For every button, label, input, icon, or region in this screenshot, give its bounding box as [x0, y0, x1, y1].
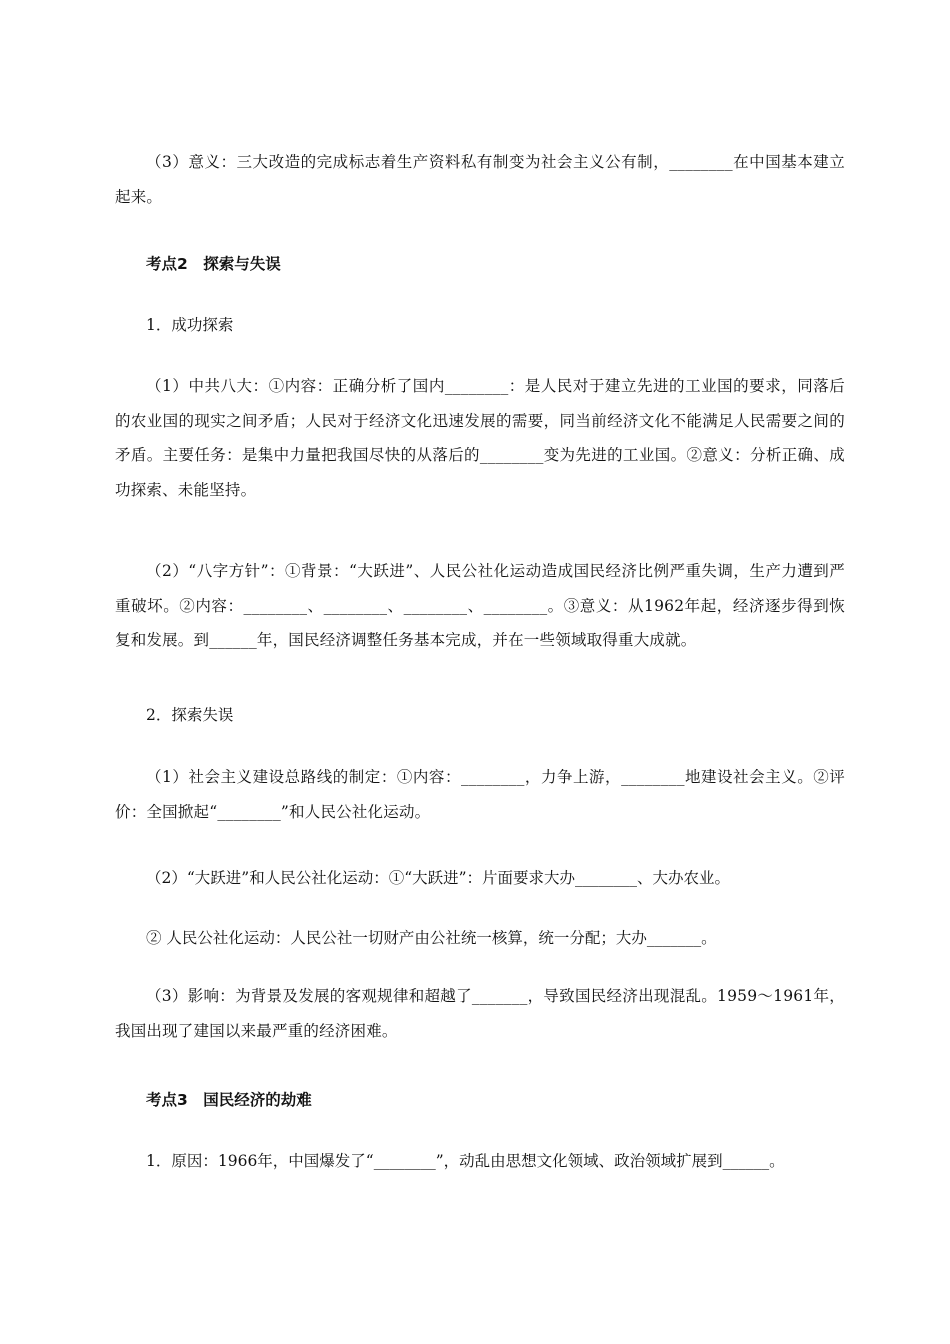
- subheading-success: 1．成功探索: [146, 316, 234, 334]
- paragraph-impact: （3）影响：为背景及发展的客观规律和超越了_______，导致国民经济出现混乱。1959～1961年，我国出现了建国以来最严重的经济困难。: [115, 987, 845, 1040]
- section-heading-2: 考点2 探索与失误: [146, 255, 281, 273]
- paragraph-people-commune: ② 人民公社化运动：人民公社一切财产由公社统一核算，统一分配；大办_______。: [146, 929, 717, 947]
- paragraph-eight-character-policy: （2）“八字方针”：①背景：“大跃进”、人民公社化运动造成国民经济比例严重失调，生产力遭到严重破坏。②内容：________、________、________、________。③意义：从1962年起，经济逐步得到恢复和发展。到______年，国民经济调整任务基本完成，并在一些领域取得重大成就。: [115, 562, 845, 649]
- paragraph-great-leap: （2）“大跃进”和人民公社化运动：①“大跃进”：片面要求大办________、大办农业。: [146, 869, 731, 887]
- paragraph-general-line: （1）社会主义建设总路线的制定：①内容：________，力争上游，________地建设社会主义。②评价：全国掀起“________”和人民公社化运动。: [115, 768, 845, 821]
- paragraph-eighth-congress: （1）中共八大：①内容：正确分析了国内________：是人民对于建立先进的工业国的要求，同落后的农业国的现实之间矛盾；人民对于经济文化迅速发展的需要，同当前经济文化不能满足人民需要之间的矛盾。主要任务：是集中力量把我国尽快的从落后的________变为先进的工业国。②意义：分析正确、成功探索、未能坚持。: [115, 377, 845, 499]
- paragraph-cause: 1．原因：1966年，中国爆发了“________”，动乱由思想文化领域、政治领域扩展到______。: [146, 1152, 785, 1170]
- paragraph-meaning: （3）意义：三大改造的完成标志着生产资料私有制变为社会主义公有制，________在中国基本建立起来。: [115, 153, 845, 206]
- section-heading-3: 考点3 国民经济的劫难: [146, 1091, 312, 1109]
- subheading-mistakes: 2．探索失误: [146, 706, 234, 724]
